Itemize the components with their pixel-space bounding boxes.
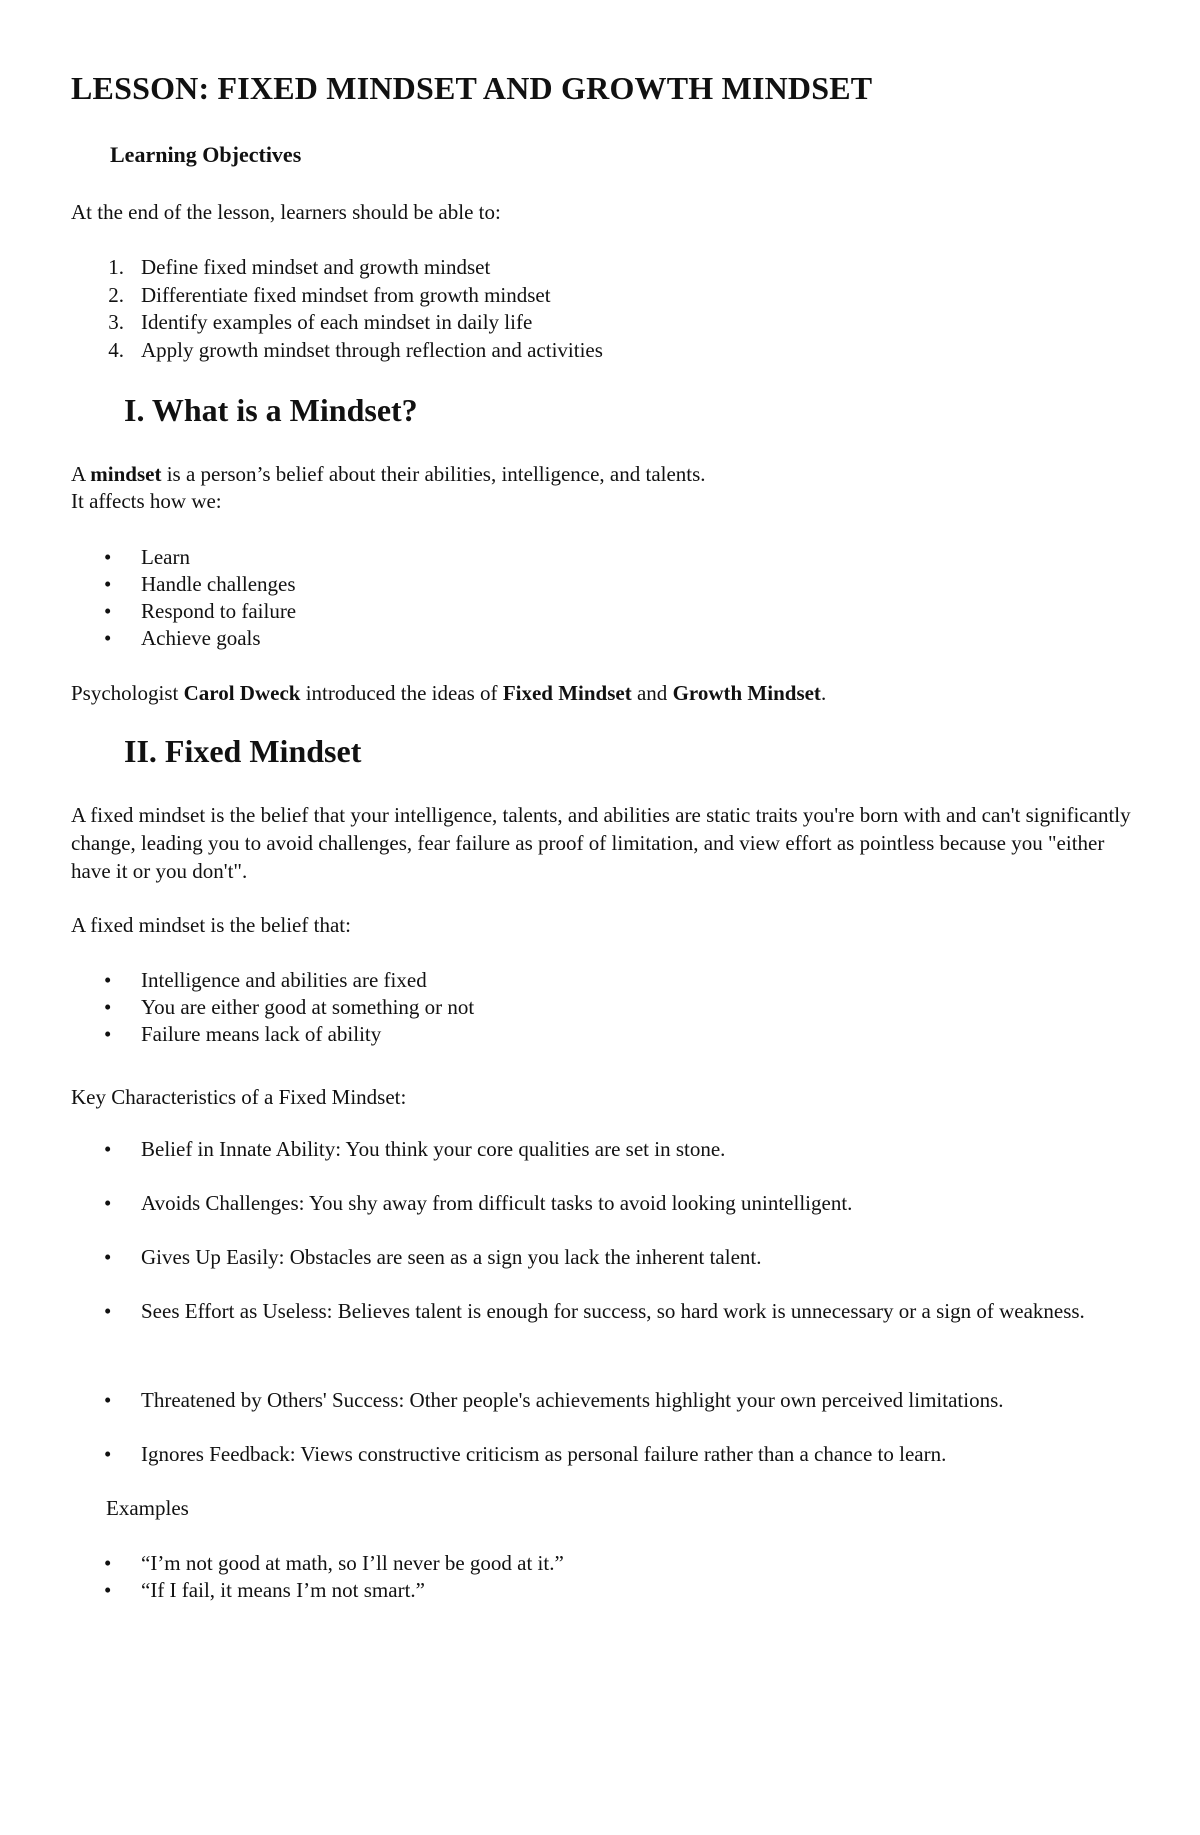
objective-item: Differentiate fixed mindset from growth mindset (141, 283, 551, 307)
objectives-heading: Learning Objectives (110, 142, 302, 167)
affects-item: Achieve goals (141, 626, 261, 650)
characteristic-item: Ignores Feedback: Views constructive criticism as personal failure rather than a chance to learn. (141, 1442, 947, 1466)
characteristic-item: Threatened by Others' Success: Other people's achievements highlight your own perceived limitations. (141, 1388, 1004, 1412)
affects-item: Respond to failure (141, 599, 297, 623)
fixed-belief-item: Intelligence and abilities are fixed (141, 968, 427, 992)
bullet-glyph: • (104, 545, 112, 569)
bullet-glyph: • (104, 995, 112, 1019)
example-item: “I’m not good at math, so I’ll never be good at it.” (141, 1551, 564, 1575)
examples-heading: Examples (106, 1496, 189, 1520)
bullet-glyph: • (104, 1578, 112, 1602)
characteristic-item: Avoids Challenges: You shy away from difficult tasks to avoid looking unintelligent. (141, 1191, 853, 1215)
section-heading-fixed-mindset: II. Fixed Mindset (124, 733, 362, 769)
bullet-glyph: • (104, 599, 112, 623)
lesson-title: LESSON: FIXED MINDSET AND GROWTH MINDSET (71, 70, 873, 106)
bullet-glyph: • (104, 1137, 112, 1161)
objective-item: Identify examples of each mindset in daily life (141, 310, 533, 334)
bullet-glyph: • (104, 1022, 112, 1046)
objective-number: 2. (108, 283, 124, 307)
affects-item: Handle challenges (141, 572, 296, 596)
objective-item: Apply growth mindset through reflection and activities (141, 338, 603, 362)
objective-number: 1. (108, 255, 124, 279)
bullet-glyph: • (104, 1551, 112, 1575)
characteristic-item: Belief in Innate Ability: You think your core qualities are set in stone. (141, 1137, 726, 1161)
objective-number: 4. (108, 338, 124, 362)
objectives-intro: At the end of the lesson, learners should be able to: (71, 200, 501, 224)
bullet-glyph: • (104, 968, 112, 992)
fixed-belief-intro: A fixed mindset is the belief that: (71, 913, 351, 937)
example-item: “If I fail, it means I’m not smart.” (141, 1578, 425, 1602)
bullet-glyph: • (104, 1388, 112, 1412)
bullet-glyph: • (104, 572, 112, 596)
dweck-credit: Psychologist Carol Dweck introduced the ideas of Fixed Mindset and Growth Mindset. (71, 681, 827, 705)
mindset-definition: A mindset is a person’s belief about their abilities, intelligence, and talents. (71, 462, 706, 486)
fixed-belief-item: You are either good at something or not (141, 995, 475, 1019)
characteristic-item: Sees Effort as Useless: Believes talent is enough for success, so hard work is unnecessary or a sign of weakness. (141, 1299, 1085, 1323)
fixed-mindset-paragraph: A fixed mindset is the belief that your intelligence, talents, and abilities are static traits you're born with and can't significantly change, leading you to avoid challenges, fear failure as proof of limitation, and view effort as pointless because you "either have it or you don't". (71, 803, 1131, 883)
fixed-belief-item: Failure means lack of ability (141, 1022, 382, 1046)
characteristic-item: Gives Up Easily: Obstacles are seen as a sign you lack the inherent talent. (141, 1245, 762, 1269)
bullet-glyph: • (104, 1191, 112, 1215)
bullet-glyph: • (104, 1245, 112, 1269)
key-characteristics-heading: Key Characteristics of a Fixed Mindset: (71, 1085, 407, 1109)
mindset-affects-intro: It affects how we: (71, 489, 222, 513)
objective-number: 3. (108, 310, 124, 334)
bullet-glyph: • (104, 1442, 112, 1466)
objective-item: Define fixed mindset and growth mindset (141, 255, 491, 279)
bullet-glyph: • (104, 1299, 112, 1323)
affects-item: Learn (141, 545, 190, 569)
section-heading-what-is-mindset: I. What is a Mindset? (124, 392, 418, 428)
bullet-glyph: • (104, 626, 112, 650)
